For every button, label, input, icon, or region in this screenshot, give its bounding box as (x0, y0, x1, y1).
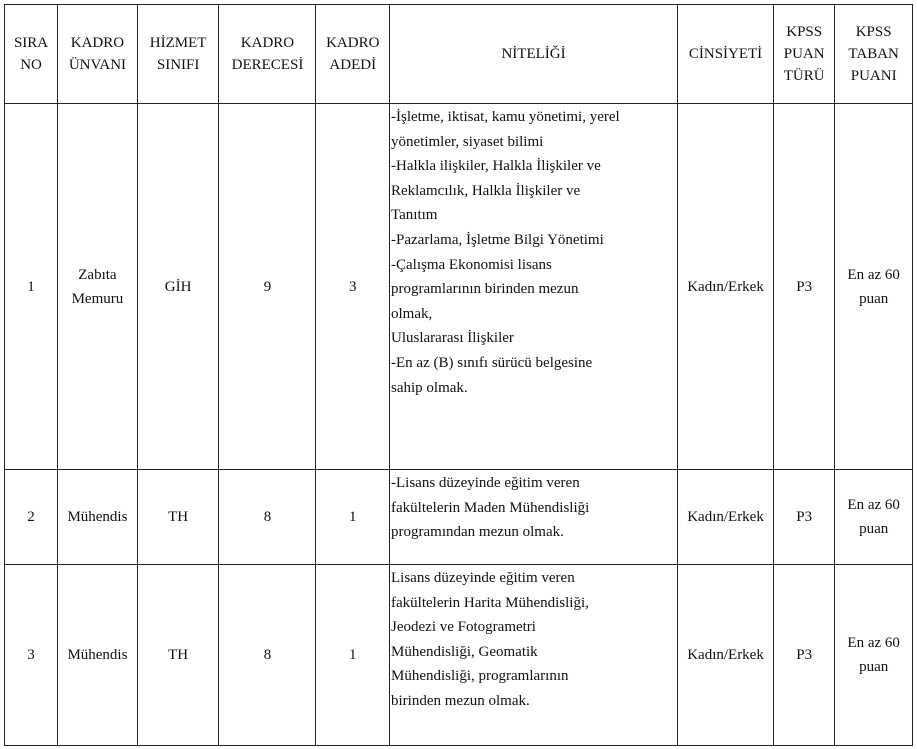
kpss-puan-turu-cell: P3 (774, 470, 835, 565)
cell-line: puan (859, 290, 889, 307)
kadro-derecesi-cell: 9 (219, 104, 316, 470)
kpss-taban-puani-cell (835, 565, 913, 746)
nitelik-line: sahip olmak. (391, 379, 468, 396)
kadro-adedi-cell: 3 (316, 104, 390, 470)
header-hizmet-sinifi (137, 5, 219, 104)
cinsiyeti-cell: Kadın/Erkek (678, 104, 774, 470)
nitelik-line: programlarının birinden mezun (391, 281, 579, 298)
nitelik-line: fakültelerin Harita Mühendisliği, (391, 594, 589, 611)
nitelik-cell (390, 565, 678, 746)
table-row (5, 470, 913, 565)
header-line: NİTELİĞİ (501, 46, 566, 62)
header-row (5, 5, 913, 104)
nitelik-line: -İşletme, iktisat, kamu yönetimi, yerel (391, 109, 620, 125)
header-line: NO (20, 57, 42, 73)
nitelik-cell (390, 104, 678, 470)
nitelik-line: yönetimler, siyaset bilimi (391, 133, 544, 150)
nitelik-line: Uluslararası İlişkiler (391, 330, 514, 347)
nitelik-line: programından mezun olmak. (391, 524, 564, 541)
cell-line: En az 60 (847, 497, 900, 513)
sira-no-cell: 1 (5, 104, 58, 470)
nitelik-line: Mühendisliği, Geomatik (391, 643, 538, 660)
table-row (5, 565, 913, 746)
sira-no-cell: 2 (5, 470, 58, 565)
header-line: TABAN (848, 46, 899, 62)
nitelik-line: Jeodezi ve Fotogrametri (391, 619, 536, 636)
cell-line: En az 60 (847, 635, 900, 651)
nitelik-line: Lisans düzeyinde eğitim veren (391, 570, 575, 586)
kpss-taban-puani-cell (835, 470, 913, 565)
cell-line: En az 60 (847, 266, 900, 283)
header-niteligi (390, 5, 678, 104)
header-line: KADRO (240, 35, 295, 51)
hizmet-sinifi-cell: GİH (137, 104, 219, 470)
cinsiyeti-cell: Kadın/Erkek (678, 470, 774, 565)
header-sira-no (5, 5, 58, 104)
nitelik-line: Reklamcılık, Halkla İlişkiler ve (391, 182, 581, 199)
nitelik-line: birinden mezun olmak. (391, 692, 530, 709)
header-line: CİNSİYETİ (688, 46, 763, 62)
kadro-adedi-cell: 1 (316, 470, 390, 565)
kadro-unvani-cell (58, 104, 138, 470)
kadro-derecesi-cell: 8 (219, 470, 316, 565)
nitelik-line: -Çalışma Ekonomisi lisans (391, 256, 552, 273)
header-kpss-puan-turu (774, 5, 835, 104)
header-cinsiyeti (678, 5, 774, 104)
kpss-puan-turu-cell: P3 (774, 565, 835, 746)
nitelik-line: olmak, (391, 305, 433, 322)
cell-line: puan (859, 659, 889, 675)
kadro-derecesi-cell: 8 (219, 565, 316, 746)
cell-line: Zabıta (78, 266, 117, 283)
table-row (5, 104, 913, 470)
nitelik-line: -Halkla ilişkiler, Halkla İlişkiler ve (391, 158, 601, 175)
header-line: KADRO (70, 35, 125, 51)
hizmet-sinifi-cell: TH (137, 565, 219, 746)
cell-line: Mühendis (67, 509, 128, 525)
header-line: HİZMET (149, 35, 207, 51)
header-line: SIRA (13, 35, 49, 51)
nitelik-line: Mühendisliği, programlarının (391, 668, 569, 685)
nitelik-line: fakültelerin Maden Mühendisliği (391, 499, 590, 516)
header-line: DERECESİ (231, 57, 304, 73)
header-line: KPSS (855, 24, 892, 40)
cell-line: puan (859, 521, 889, 537)
nitelik-cell (390, 470, 678, 565)
nitelik-line: -Lisans düzeyinde eğitim veren (391, 475, 580, 491)
header-kadro-unvani (58, 5, 138, 104)
header-line: ADEDİ (329, 57, 377, 73)
sira-no-cell: 3 (5, 565, 58, 746)
header-line: TÜRÜ (783, 68, 825, 84)
kadro-unvani-cell (58, 565, 138, 746)
cinsiyeti-cell: Kadın/Erkek (678, 565, 774, 746)
nitelik-line: Tanıtım (391, 207, 438, 224)
header-line: KADRO (326, 35, 380, 51)
header-line: ÜNVANI (68, 57, 127, 73)
header-line: PUANI (850, 68, 897, 84)
hizmet-sinifi-cell: TH (137, 470, 219, 565)
nitelik-line: -Pazarlama, İşletme Bilgi Yönetimi (391, 231, 604, 248)
cell-line: Memuru (71, 290, 124, 307)
header-line: SINIFI (156, 57, 200, 73)
header-line: PUAN (783, 46, 825, 62)
cell-line: Mühendis (67, 647, 128, 663)
header-kadro-derecesi (219, 5, 316, 104)
header-kadro-adedi (316, 5, 390, 104)
kpss-puan-turu-cell: P3 (774, 104, 835, 470)
nitelik-line: -En az (B) sınıfı sürücü belgesine (391, 354, 593, 371)
header-kpss-taban-puani (835, 5, 913, 104)
kpss-taban-puani-cell (835, 104, 913, 470)
kadro-adedi-cell: 1 (316, 565, 390, 746)
header-line: KPSS (786, 24, 823, 40)
kadro-unvani-cell (58, 470, 138, 565)
kadro-table (4, 4, 913, 746)
